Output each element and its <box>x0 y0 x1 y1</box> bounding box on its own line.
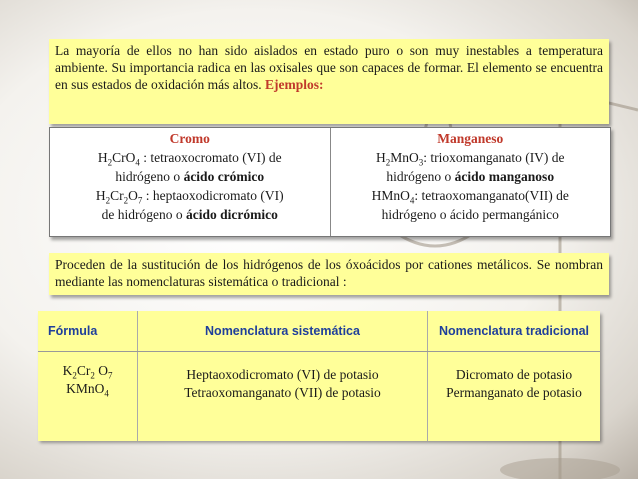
ejemplos-label: Ejemplos: <box>264 77 324 92</box>
intro-text-box <box>49 39 609 124</box>
manganeso-line-2: hidrógeno o ácido manganoso <box>386 169 555 184</box>
manganeso-column <box>330 128 611 236</box>
manganeso-line-3: HMnO$_4$: tetraoxomanganato(VII) de <box>371 188 569 206</box>
header-sistematica: Nomenclatura sistemática <box>137 311 427 351</box>
tradicional-2: Permanganato de potasio <box>446 385 582 400</box>
sistematica-1: Heptaoxodicromato (VI) de potasio <box>186 367 379 382</box>
formula-k2cr2o7: $K_2Cr_2$ $O_7$ <box>62 363 113 381</box>
cromo-column <box>50 128 330 236</box>
manganeso-line-1: $H_2MnO_3$: trioxomanganato (IV) de <box>375 150 565 168</box>
header-formula: Fórmula <box>48 324 98 338</box>
cromo-line-3: $H_2Cr_2O_7$ : heptaoxodicromato (VI) <box>95 188 284 206</box>
header-tradicional: Nomenclatura tradicional <box>427 311 600 351</box>
cromo-title: Cromo <box>169 131 210 146</box>
sistematica-2: Tetraoxomanganato (VII) de potasio <box>184 385 381 400</box>
manganeso-line-4: hidrógeno o ácido permangánico <box>381 207 559 222</box>
table-row <box>38 351 600 441</box>
table-header-row <box>38 311 600 351</box>
sistematica-cell <box>137 352 427 441</box>
tradicional-1: Dicromato de potasio <box>455 367 573 382</box>
formula-cell <box>38 352 137 441</box>
cromo-line-1: $H_2CrO_4$ : tetraoxocromato (VI) de <box>97 150 282 168</box>
cromo-line-2: hidrógeno o ácido crómico <box>115 169 265 184</box>
examples-table <box>49 127 611 237</box>
cromo-line-4: de hidrógeno o ácido dicrómico <box>101 207 278 222</box>
intro-text: La mayoría de ellos no han sido aislados en estado puro o son muy inestables a temperatura ambiente. Su importancia radica en las oxisales que son capaces de formar. El elemento se encuentra en sus estados de oxidación más altos. <box>55 43 603 92</box>
proceden-text: Proceden de la sustitución de los hidrógenos de los óxoácidos por cationes metálicos. Se nombran mediante las nomenclaturas sistemática o tradicional : <box>55 257 603 289</box>
tradicional-cell <box>427 352 600 441</box>
manganeso-title: Manganeso <box>437 131 504 146</box>
nomenclature-table <box>38 311 600 440</box>
proceden-text-box <box>49 253 609 295</box>
formula-kmno4: KMnO$_4$ <box>66 381 109 399</box>
